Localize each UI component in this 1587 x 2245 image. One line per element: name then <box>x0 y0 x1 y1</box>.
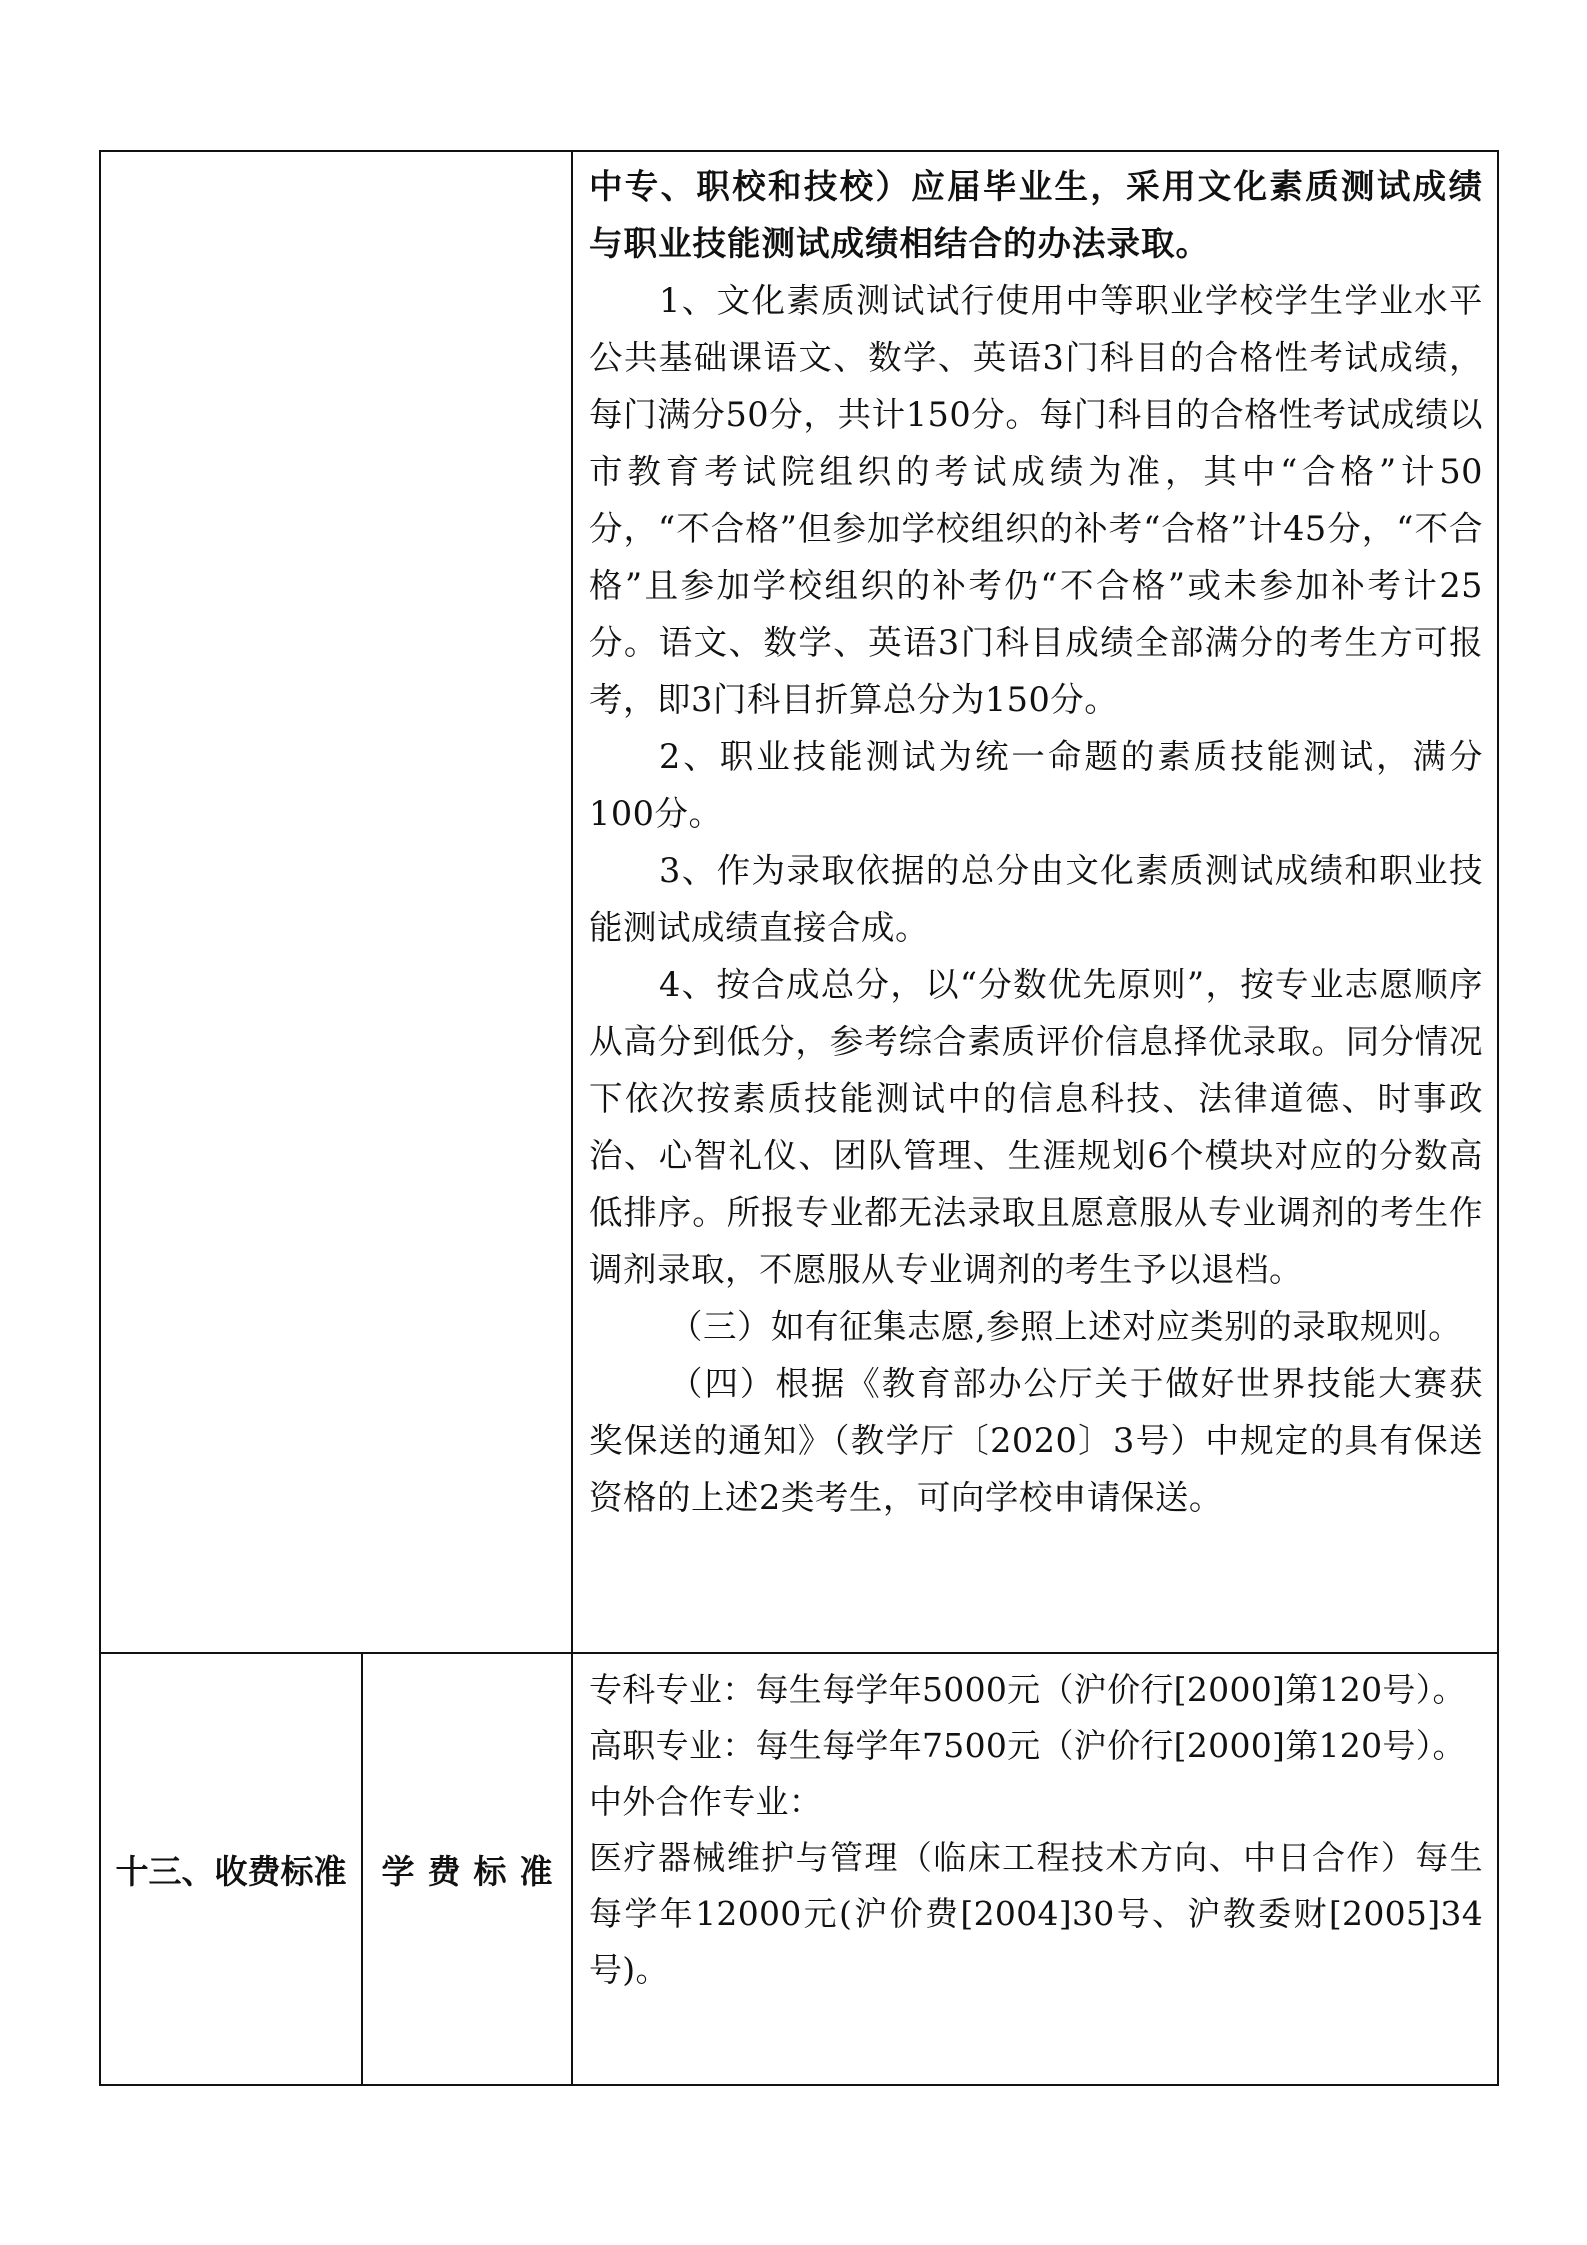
section-four-paragraph: （四）根据《教育部办公厅关于做好世界技能大赛获奖保送的通知》（教学厅〔2020〕3号）中规定的具有保送资格的上述2类考生，可向学校申请保送。 <box>589 1364 1483 1517</box>
admission-info-table <box>99 150 1499 2086</box>
fee-category-label: 十三、收费标准 <box>115 1851 347 1891</box>
rule-item-3: 3、作为录取依据的总分由文化素质测试成绩和职业技能测试成绩直接合成。 <box>589 851 1483 947</box>
admission-rules-cell <box>572 151 1498 1653</box>
admission-rules-row <box>100 151 1498 1653</box>
fee-line-cooperation-detail: 医疗器械维护与管理（临床工程技术方向、中日合作）每生每学年12000元(沪价费[2004]30号、沪教委财[2005]34号)。 <box>589 1838 1483 1989</box>
rule-item-2: 2、职业技能测试为统一命题的素质技能测试，满分100分。 <box>589 737 1483 833</box>
section-three-paragraph: （三）如有征集志愿,参照上述对应类别的录取规则。 <box>669 1307 1463 1346</box>
rule-item-4: 4、按合成总分，以“分数优先原则”，按专业志愿顺序从高分到低分，参考综合素质评价信息择优录取。同分情况下依次按素质技能测试中的信息科技、法律道德、时事政治、心智礼仪、团队管理、生涯规划6个模块对应的分数高低排序。所报专业都无法录取且愿意服从专业调剂的考生作调剂录取，不愿服从专业调剂的考生予以退档。 <box>589 965 1483 1289</box>
fee-row <box>100 1653 1498 2085</box>
lead-paragraph: 中专、职校和技校）应届毕业生，采用文化素质测试成绩与职业技能测试成绩相结合的办法录取。 <box>589 167 1483 263</box>
fee-line-vocational: 高职专业：每生每学年7500元（沪价行[2000]第120号）。 <box>589 1726 1466 1765</box>
fee-details-cell <box>572 1653 1498 2085</box>
fee-subcategory-cell <box>362 1653 572 2085</box>
fee-line-specialty: 专科专业：每生每学年5000元（沪价行[2000]第120号）。 <box>589 1670 1466 1709</box>
fee-line-cooperation-heading: 中外合作专业： <box>589 1782 823 1821</box>
fee-subcategory-label: 学费标准 <box>381 1851 566 1891</box>
rule-item-1: 1、文化素质测试试行使用中等职业学校学生学业水平公共基础课语文、数学、英语3门科目的合格性考试成绩，每门满分50分，共计150分。每门科目的合格性考试成绩以市教育考试院组织的考试成绩为准，其中“合格”计50分，“不合格”但参加学校组织的补考“合格”计45分，“不合格”且参加学校组织的补考仍“不合格”或未参加补考计25分。语文、数学、英语3门科目成绩全部满分的考生方可报考，即3门科目折算总分为150分。 <box>589 281 1483 719</box>
fee-category-cell <box>100 1653 362 2085</box>
empty-label-cell <box>100 151 572 1653</box>
